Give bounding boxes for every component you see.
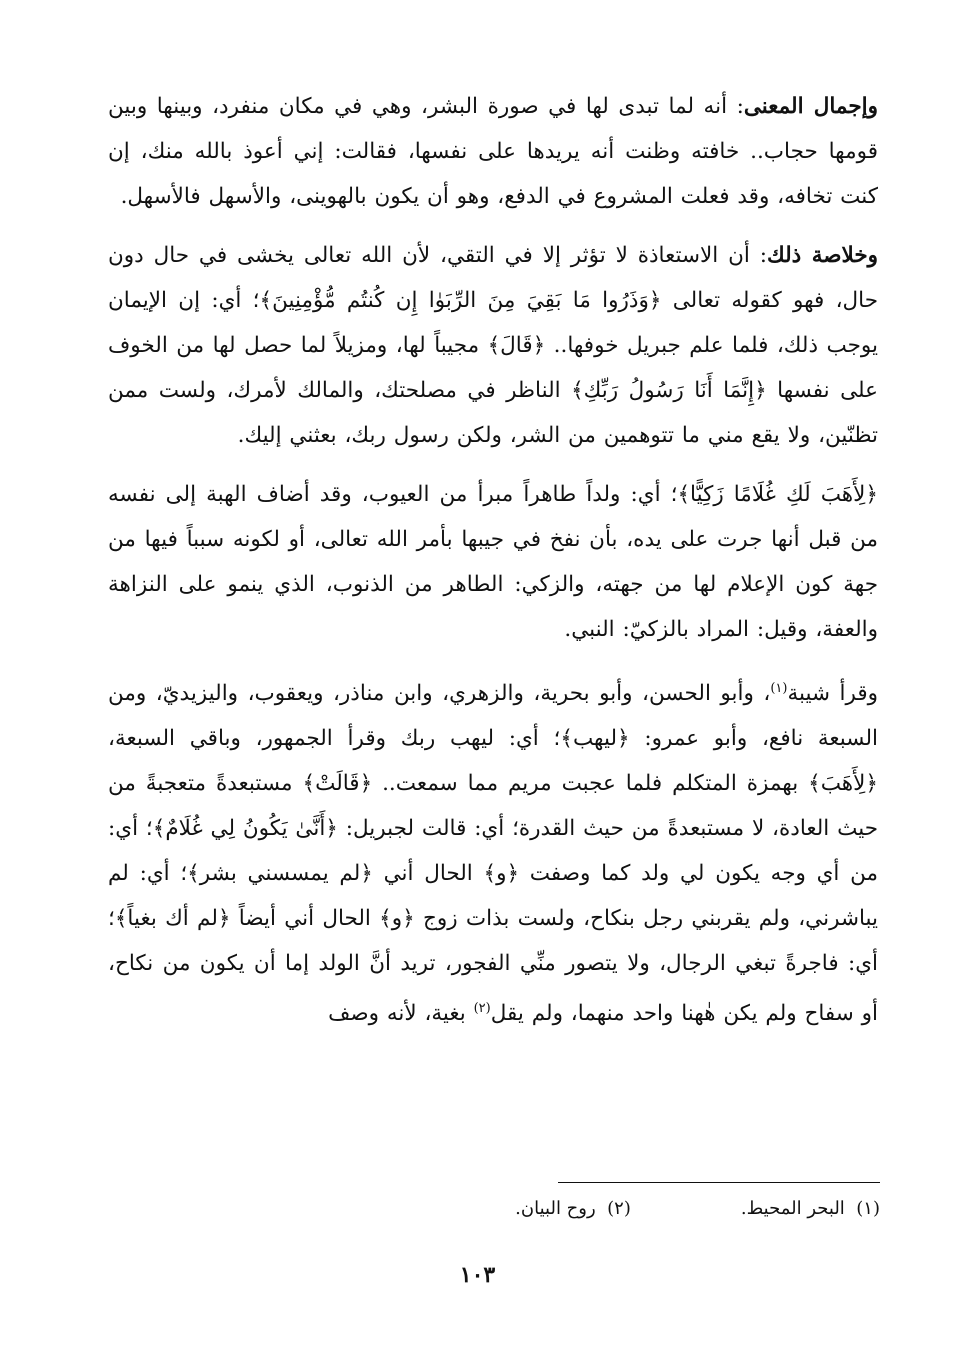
- paragraph-text: : أنه لما تبدى لها في صورة البشر، وهي في مكان منفرد، وبينها وبين قومها حجاب.. خافته وظنت أنه يريدها على نفسها، فقالت: إني أعوذ بالله منك، إن كنت تخافه، وقد فعلت المشروع في الدفع، وهو أن يكون بالهوينى، والأسهل فالأسهل.: [108, 94, 878, 209]
- paragraph-text: ﴿لِأَهَبَ لَكِ غُلَامًا زَكِيًّا﴾؛ أي: ولداً طاهراً مبرأ من العيوب، وقد أضاف الهبة إلى نفسه من قبل أنها جرت على يده، بأن نفخ في جيبها بأمر الله تعالى، أو لكونه سبباً فيها من جهة كون الإعلام لها من جهته، والزكي: الطاهر من الذنوب، الذي ينمو على النزاهة والعفة، وقيل: المراد بالزكيّ: النبي.: [108, 482, 878, 642]
- term-overall-meaning: وإجمال المعنى: [743, 94, 878, 119]
- footnote-text: البحر المحيط.: [740, 1198, 845, 1219]
- footnote-ref[interactable]: (١): [770, 681, 788, 696]
- page-number: ١٠٣: [459, 1262, 496, 1288]
- footnote-text: روح البيان.: [515, 1198, 596, 1219]
- paragraph-readings: [108, 666, 878, 1036]
- footnote-number: (٢): [607, 1198, 631, 1219]
- paragraph-text: : أن الاستعاذة لا تؤثر إلا في التقي، لأن الله تعالى يخشى في حال دون حال، فهو كقوله تعالى ﴿وَذَرُوا مَا بَقِيَ مِنَ الرِّبَوٰا إِن كُنتُم مُّؤْمِنِينَ﴾؛ أي: إن الإيمان يوجب ذلك، فلما علم جبريل خوفها.. ﴿قَالَ﴾ مجيباً لها، ومزيلاً لما حصل لها من الخوف على نفسها ﴿إِنَّمَا أَنَا رَسُولُ رَبِّكِ﴾ الناظر في مصلحتك، والمالك لأمرك، ولست ممن تظنّين، ولا يقع مني ما تتوهمين من الشر، ولكن رسول ربك، بعثني إليك.: [108, 243, 878, 448]
- footnote-item: [741, 1194, 880, 1224]
- footnote-number: (١): [856, 1198, 880, 1219]
- footnote-divider: [558, 1182, 880, 1183]
- paragraph-text: بغية، لأنه وصف: [328, 1001, 474, 1027]
- page-body: [108, 84, 878, 1050]
- footnote-ref[interactable]: (٢): [473, 1001, 491, 1017]
- paragraph-overall-meaning: [108, 84, 878, 219]
- footnotes: [405, 1194, 880, 1224]
- paragraph-summary: [108, 233, 878, 458]
- footnote-item: [515, 1194, 631, 1224]
- paragraph-text: وقرأ شيبة: [787, 681, 878, 707]
- term-summary: وخلاصة ذلك: [766, 243, 878, 268]
- paragraph-gift-of-son: [108, 472, 878, 652]
- paragraph-text: ، وأبو الحسن، وأبو بحرية، والزهري، وابن مناذر، ويعقوب، واليزيديّ، ومن السبعة نافع، وأبو عمرو: ﴿ليهب﴾؛ أي: ليهب ربك وقرأ الجمهور، وباقي السبعة، ﴿لِأَهَبَ﴾ بهمزة المتكلم فلما عجبت مريم مما سمعت.. ﴿قَالَتْ﴾ مستبعدةً متعجبةً من حيث العادة، لا مستبعدةً من حيث القدرة؛ أي: قالت لجبريل: ﴿أَنَّىٰ يَكُونُ لِي غُلَامٌ﴾؛ أي: من أي وجه يكون لي ولد كما وصفت ﴿و﴾ الحال أني ﴿لم يمسسني بشر﴾؛ أي: لم يباشرني، ولم يقربني رجل بنكاح، ولست بذات زوج ﴿و﴾ الحال أني أيضاً ﴿لم أك بغياً﴾؛ أي: فاجرةً تبغي الرجال، ولا يتصور منِّي الفجور، تريد أنَّ الولد إما أن يكون من نكاح، أو سفاح ولم يكن هٰهنا واحد منهما، ولم يقل: [108, 681, 878, 1027]
